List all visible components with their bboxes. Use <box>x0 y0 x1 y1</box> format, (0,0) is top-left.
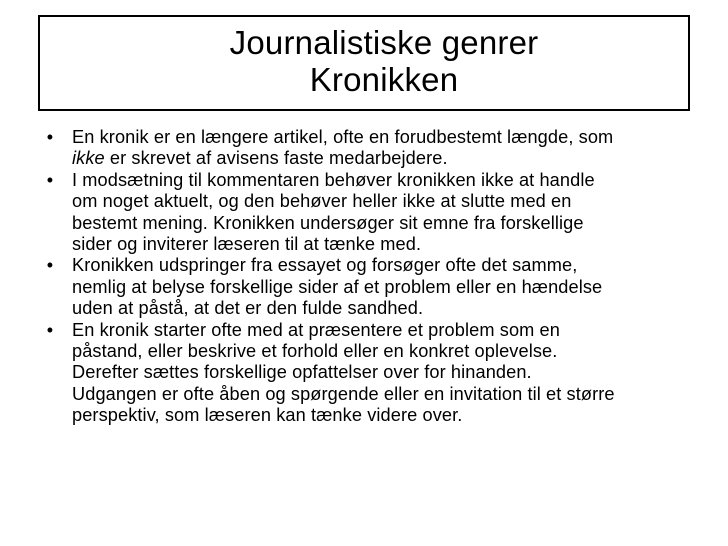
bullet-line: bestemt mening. Kronikken undersøger sit emne fra forskellige <box>72 212 584 233</box>
bullet-line: Udgangen er ofte åben og spørgende eller en invitation til et større <box>72 383 615 404</box>
bullet-marker: • <box>46 255 54 276</box>
bullet-line: uden at påstå, at det er den fulde sandhed. <box>72 298 424 319</box>
emphasis-text: ikke <box>72 148 105 169</box>
bullet-line: om noget aktuelt, og den behøver heller ikke at slutte med en <box>72 191 572 212</box>
slide-title-box <box>38 15 690 111</box>
bullet-line: En kronik er en længere artikel, ofte en forudbestemt længde, som <box>72 127 614 147</box>
bullet-line: påstand, eller beskrive et forhold eller en konkret oplevelse. <box>72 341 558 362</box>
bullet-item <box>26 127 698 170</box>
bullet-list <box>26 127 698 427</box>
bullet-line: Kronikken udspringer fra essayet og forsøger ofte det samme, <box>72 255 578 276</box>
bullet-line: sider og inviterer læseren til at tænke med. <box>72 234 422 255</box>
bullet-item <box>26 255 698 319</box>
slide-title: Journalistiske genrer <box>229 24 539 61</box>
slide-subtitle: Kronikken <box>309 61 459 98</box>
bullet-line-text: er skrevet af avisens faste medarbejdere. <box>109 148 448 169</box>
bullet-marker: • <box>46 169 54 190</box>
bullet-line: Derefter sættes forskellige opfattelser over for hinanden. <box>72 362 532 383</box>
bullet-line: nemlig at belyse forskellige sider af et problem eller en hændelse <box>72 276 603 297</box>
bullet-line <box>72 148 698 169</box>
bullet-line: I modsætning til kommentaren behøver kronikken ikke at handle <box>72 169 595 190</box>
bullet-marker: • <box>46 319 54 340</box>
bullet-item <box>26 170 698 256</box>
bullet-line: En kronik starter ofte med at præsentere et problem som en <box>72 319 560 340</box>
bullet-line: perspektiv, som læseren kan tænke videre over. <box>72 405 463 426</box>
bullet-marker: • <box>46 127 54 147</box>
bullet-item <box>26 320 698 427</box>
